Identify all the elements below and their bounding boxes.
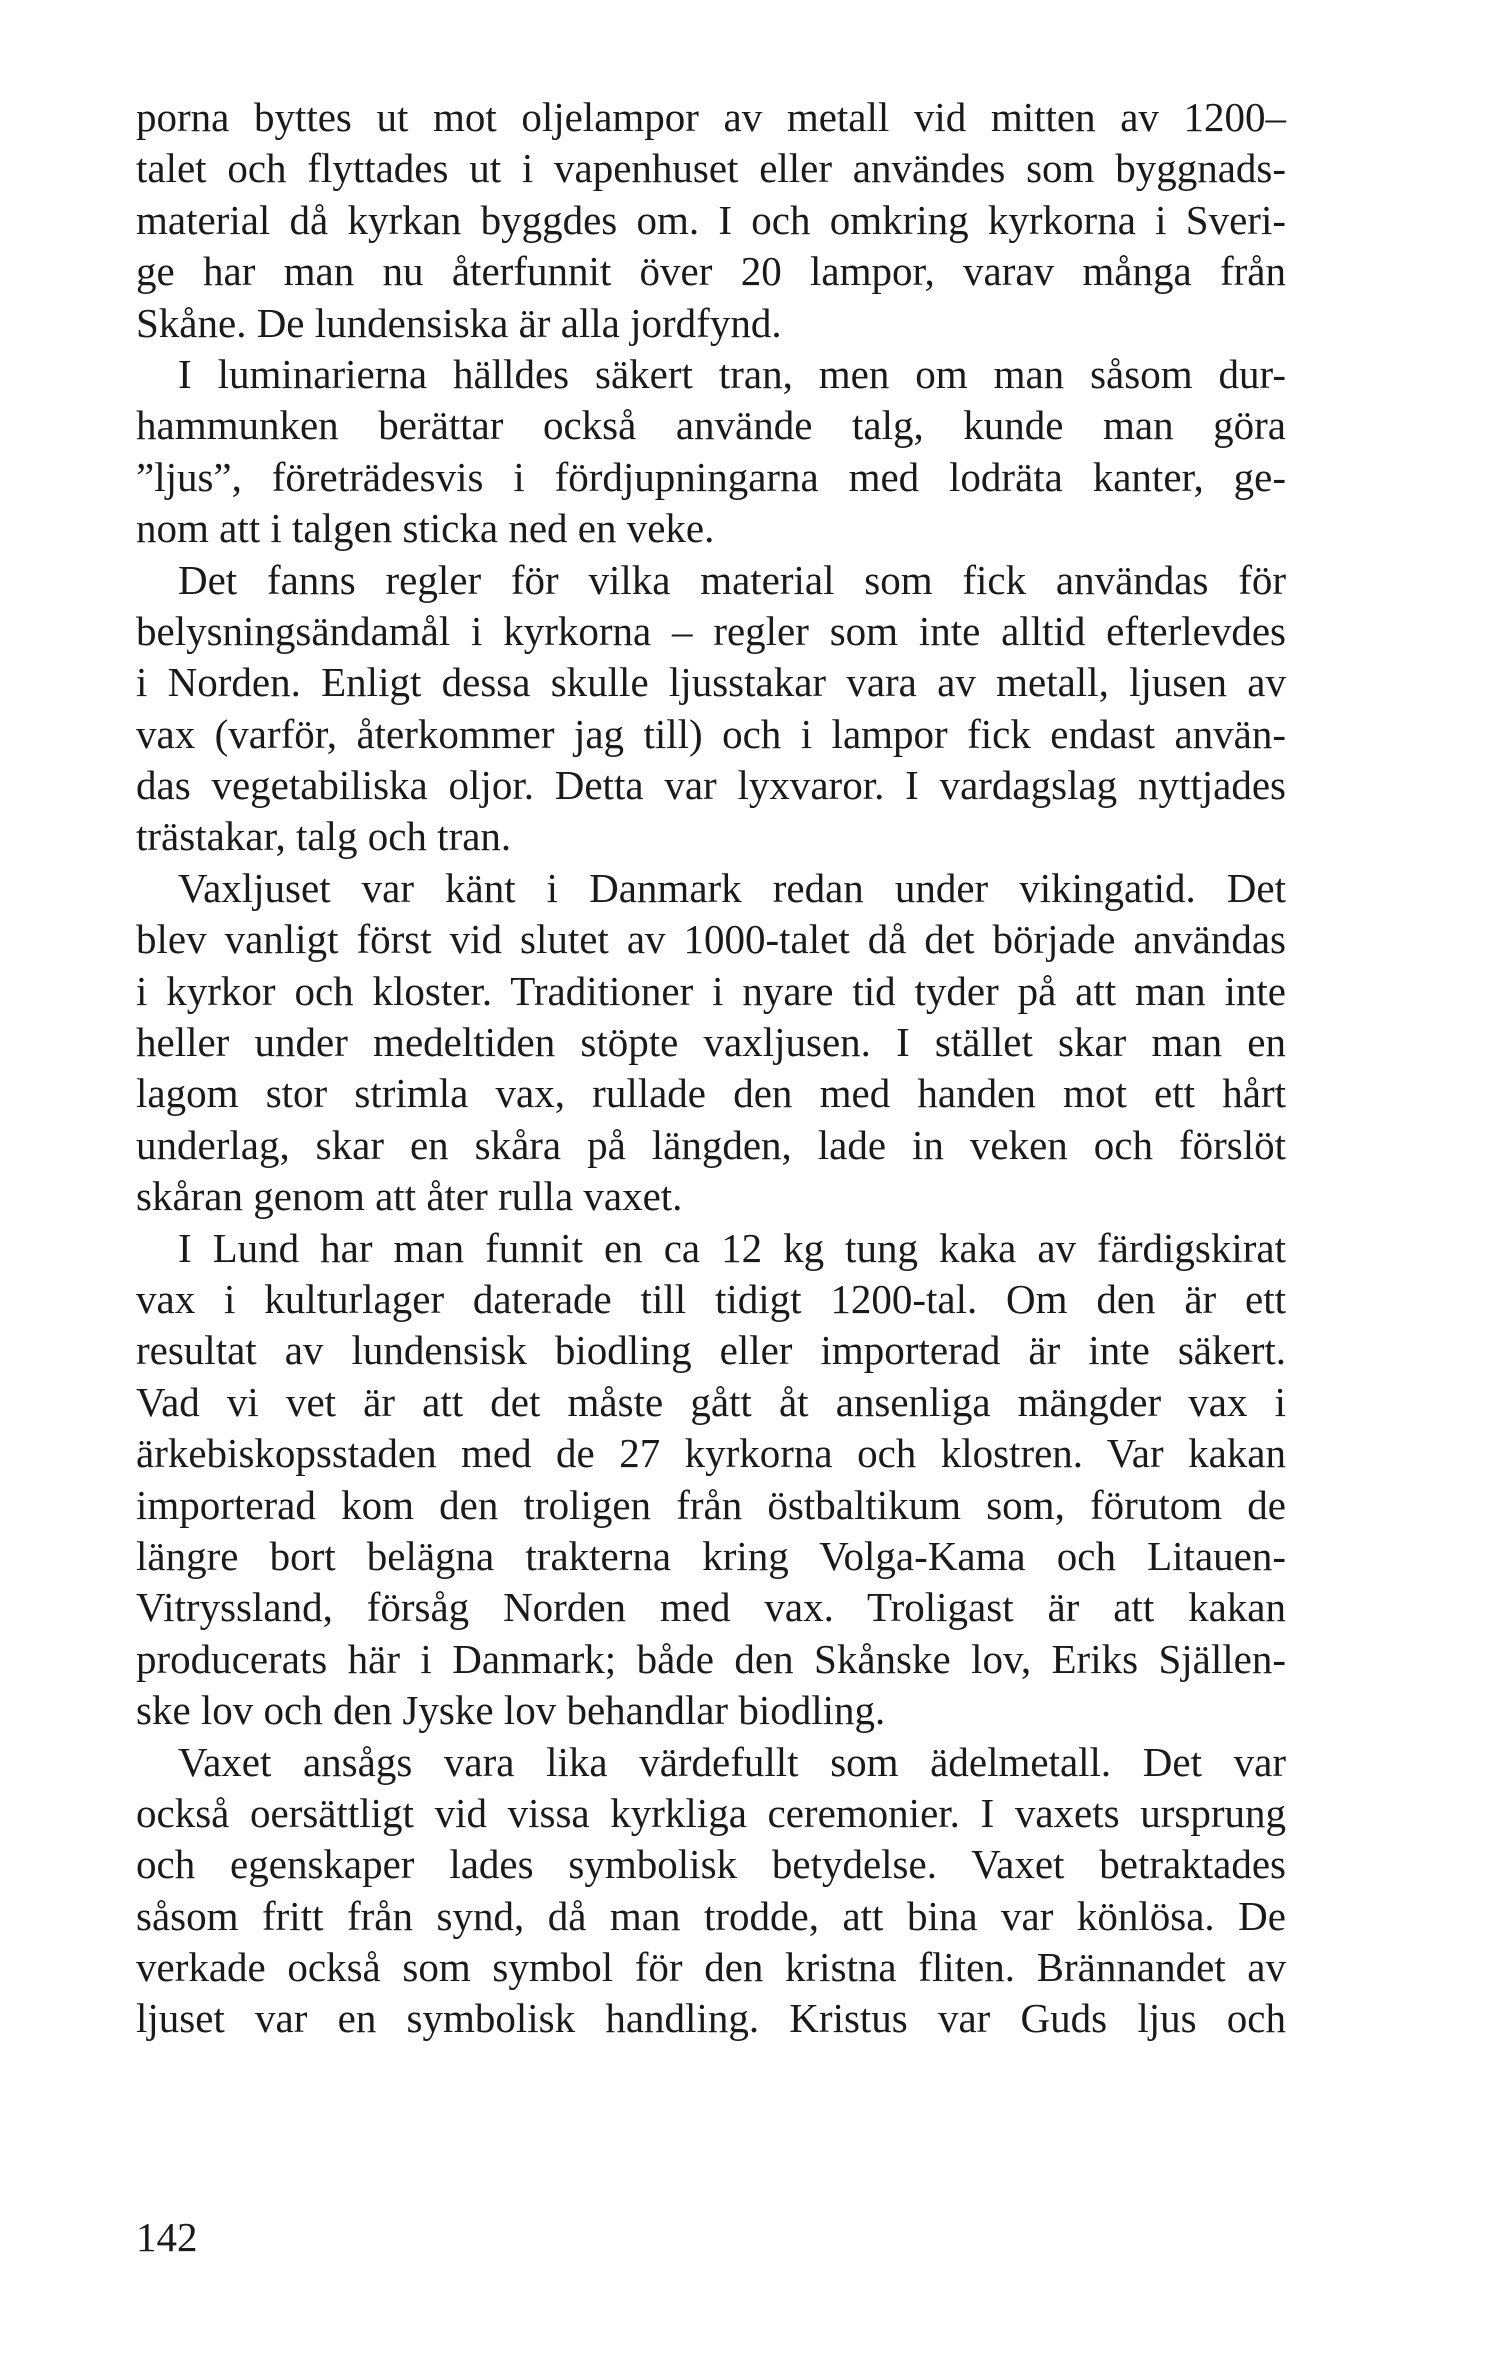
text-line: ärkebiskopsstaden med de 27 kyrkorna och klostren. Var kakan bbox=[136, 1430, 1286, 1477]
text-line: ske lov och den Jyske lov behandlar biodling. bbox=[136, 1687, 886, 1734]
text-line: belysningsändamål i kyrkorna – regler som inte alltid efterlevdes bbox=[136, 607, 1286, 654]
paragraph bbox=[136, 1737, 1286, 2045]
page-number: 142 bbox=[136, 2214, 198, 2260]
text-line: trästakar, talg och tran. bbox=[136, 813, 512, 860]
paragraph bbox=[136, 92, 1286, 349]
text-line: material då kyrkan byggdes om. I och omkring kyrkorna i Sveri- bbox=[136, 196, 1286, 243]
text-line: verkade också som symbol för den kristna fliten. Brännandet av bbox=[136, 1944, 1286, 1991]
body-text bbox=[136, 92, 1286, 2045]
text-line: Vitryssland, försåg Norden med vax. Troligast är att kakan bbox=[136, 1584, 1286, 1631]
text-line: porna byttes ut mot oljelampor av metall vid mitten av 1200– bbox=[136, 94, 1286, 140]
text-line: heller under medeltiden stöpte vaxljusen. I stället skar man en bbox=[136, 1019, 1286, 1066]
paragraph bbox=[136, 1223, 1286, 1737]
text-line: importerad kom den troligen från östbaltikum som, förutom de bbox=[136, 1481, 1286, 1528]
text-line: ljuset var en symbolisk handling. Kristus var Guds ljus och bbox=[136, 1995, 1286, 2042]
text-line: i Norden. Enligt dessa skulle ljusstakar vara av metall, ljusen av bbox=[136, 659, 1286, 706]
text-line: blev vanligt först vid slutet av 1000-talet då det började användas bbox=[136, 916, 1286, 963]
text-line: I Lund har man funnit en ca 12 kg tung kaka av färdigskirat bbox=[178, 1224, 1286, 1271]
text-line: ge har man nu återfunnit över 20 lampor, varav många från bbox=[136, 248, 1286, 295]
text-line: i kyrkor och kloster. Traditioner i nyare tid tyder på att man inte bbox=[136, 967, 1286, 1014]
text-line: Vad vi vet är att det måste gått åt ansenliga mängder vax i bbox=[136, 1378, 1286, 1425]
paragraph bbox=[136, 863, 1286, 1223]
text-line: das vegetabiliska oljor. Detta var lyxvaror. I vardagslag nyttjades bbox=[136, 762, 1286, 809]
text-line: längre bort belägna trakterna kring Volga-Kama och Litauen- bbox=[136, 1532, 1286, 1579]
text-line: resultat av lundensisk biodling eller importerad är inte säkert. bbox=[136, 1327, 1286, 1374]
text-line: och egenskaper lades symbolisk betydelse. Vaxet betraktades bbox=[136, 1841, 1286, 1888]
paragraph bbox=[136, 349, 1286, 555]
text-line: ”ljus”, företrädesvis i fördjupningarna med lodräta kanter, ge- bbox=[136, 453, 1286, 500]
text-line: vax (varför, återkommer jag till) och i lampor fick endast använ- bbox=[136, 710, 1286, 757]
text-line: hammunken berättar också använde talg, kunde man göra bbox=[136, 402, 1286, 449]
text-line: såsom fritt från synd, då man trodde, att bina var könlösa. De bbox=[136, 1892, 1286, 1939]
text-line: I luminarierna hälldes säkert tran, men om man såsom dur- bbox=[178, 350, 1286, 397]
text-line: vax i kulturlager daterade till tidigt 1200-tal. Om den är ett bbox=[136, 1275, 1286, 1322]
text-line: underlag, skar en skåra på längden, lade in veken och förslöt bbox=[136, 1121, 1286, 1168]
text-line: skåran genom att åter rulla vaxet. bbox=[136, 1173, 683, 1220]
text-line: också oersättligt vid vissa kyrkliga ceremonier. I vaxets ursprung bbox=[136, 1789, 1286, 1836]
text-line: lagom stor strimla vax, rullade den med handen mot ett hårt bbox=[136, 1070, 1286, 1117]
text-line: producerats här i Danmark; både den Skånske lov, Eriks Själlen- bbox=[136, 1635, 1286, 1682]
text-line: Skåne. De lundensiska är alla jordfynd. bbox=[136, 299, 782, 346]
text-line: Det fanns regler för vilka material som fick användas för bbox=[178, 556, 1286, 603]
text-line: nom att i talgen sticka ned en veke. bbox=[136, 505, 715, 552]
text-line: Vaxet ansågs vara lika värdefullt som ädelmetall. Det var bbox=[178, 1738, 1286, 1785]
text-line: Vaxljuset var känt i Danmark redan under vikingatid. Det bbox=[178, 864, 1286, 911]
paragraph bbox=[136, 555, 1286, 863]
text-line: talet och flyttades ut i vapenhuset eller användes som byggnads- bbox=[136, 145, 1286, 192]
